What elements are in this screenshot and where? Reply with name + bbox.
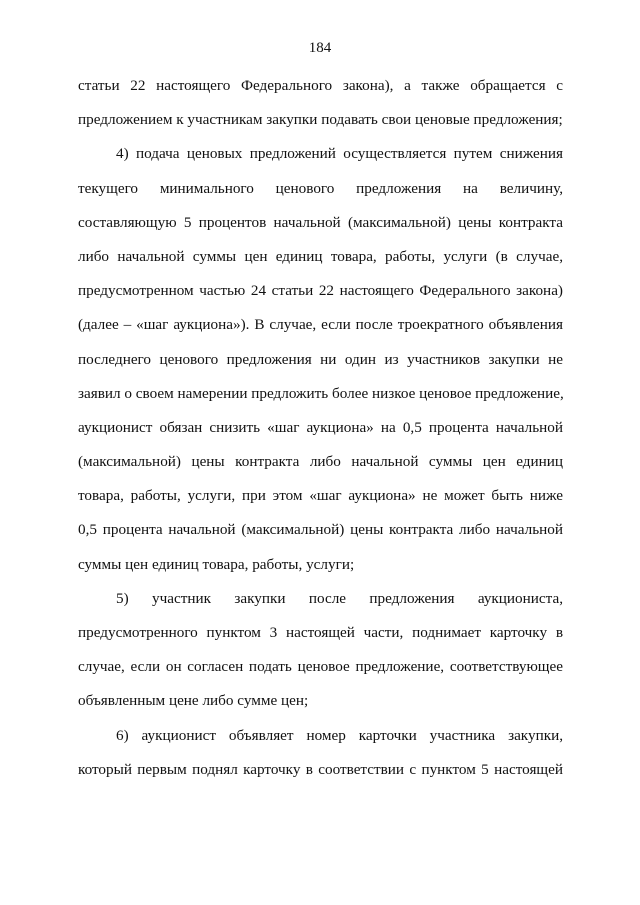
text-line: (максимальной) цены контракта либо начальной суммы цен единиц [78, 453, 563, 471]
text-line: либо начальной суммы цен единиц товара, работы, услуги (в случае, [78, 247, 563, 265]
text-line: случае, если он согласен подать ценовое предложение, соответствующее [78, 658, 563, 676]
text-line: который первым поднял карточку в соответствии с пунктом 5 настоящей [78, 760, 563, 778]
text-line: товара, работы, услуги, при этом «шаг аукциона» не может быть ниже [78, 487, 563, 505]
text-line: 6) аукционист объявляет номер карточки участника закупки, [116, 726, 563, 744]
text-line: текущего минимального ценового предложения на величину, [78, 179, 563, 197]
text-line: предложением к участникам закупки подавать свои ценовые предложения; [78, 111, 563, 129]
text-line: объявленным цене либо сумме цен; [78, 692, 309, 710]
text-line: заявил о своем намерении предложить более низкое ценовое предложение, [78, 384, 564, 402]
page-number: 184 [308, 40, 332, 56]
text-line: предусмотренного пунктом 3 настоящей части, поднимает карточку в [78, 624, 563, 641]
text-line: суммы цен единиц товара, работы, услуги; [78, 555, 355, 573]
text-line: последнего ценового предложения ни один из участников закупки не [78, 350, 563, 368]
text-line: 4) подача ценовых предложений осуществляется путем снижения [116, 145, 563, 163]
text-line: 5) участник закупки после предложения аукциониста, [116, 589, 563, 607]
text-line: статьи 22 настоящего Федерального закона), а также обращается с [78, 77, 563, 94]
text-line: предусмотренном частью 24 статьи 22 настоящего Федерального закона) [78, 282, 563, 300]
text-line: 0,5 процента начальной (максимальной) цены контракта либо начальной [78, 521, 563, 539]
text-line: аукционист обязан снизить «шаг аукциона» на 0,5 процента начальной [78, 418, 563, 436]
text-line: (далее – «шаг аукциона»). В случае, если после троекратного объявления [78, 316, 563, 334]
text-line: составляющую 5 процентов начальной (максимальной) цены контракта [78, 213, 563, 231]
body-text [78, 76, 563, 794]
